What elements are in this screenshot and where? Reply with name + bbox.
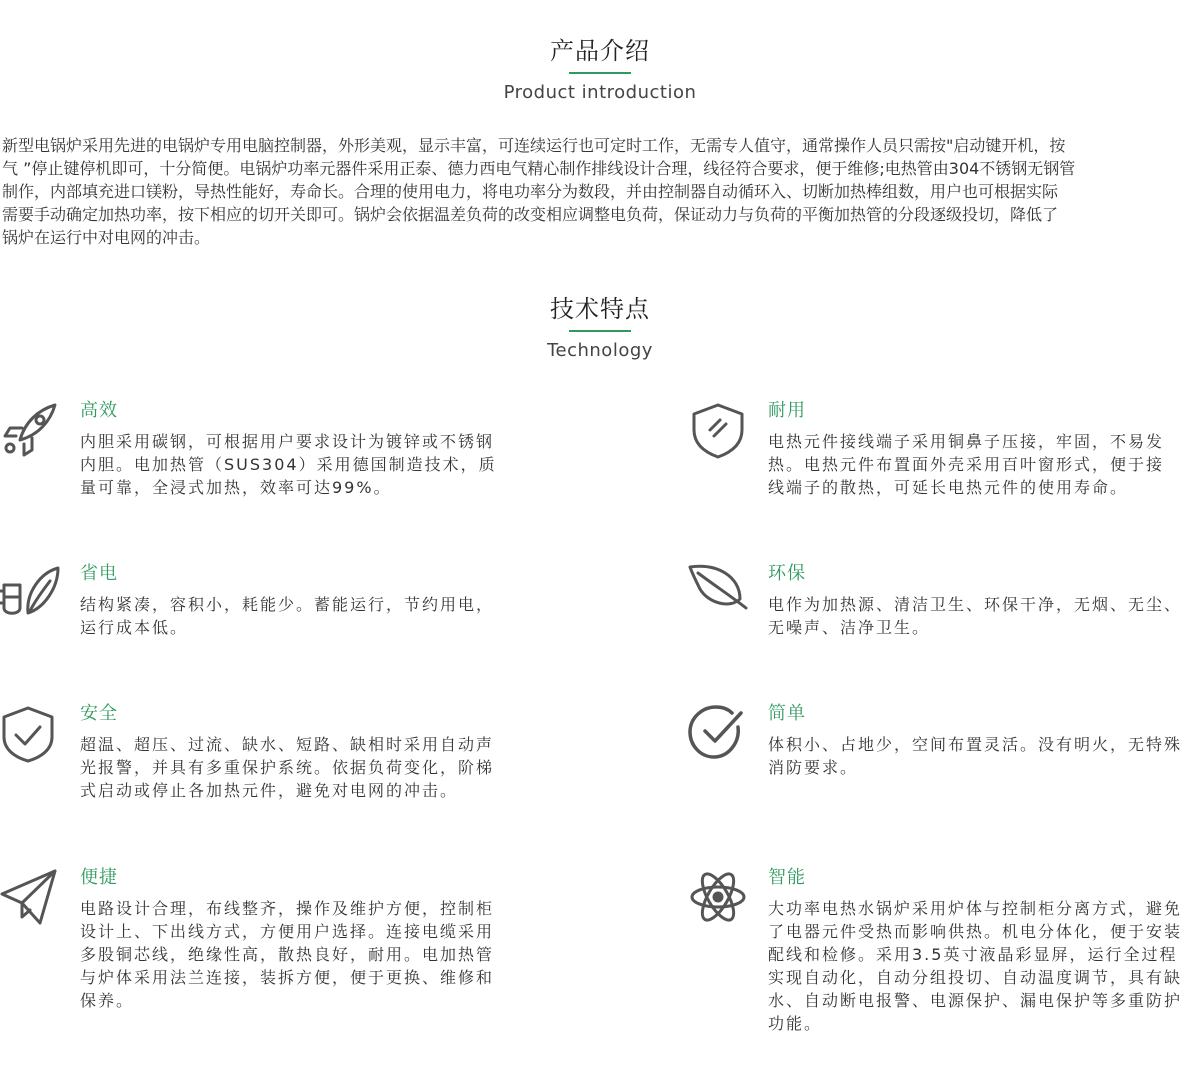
feature-title: 省电	[80, 563, 118, 584]
feature-description: 结构紧凑，容积小，耗能少。蓄能运行，节约用电， 运行成本低。	[80, 595, 495, 637]
product-subtitle: Product introduction	[503, 82, 697, 103]
feature-title: 高效	[80, 400, 118, 421]
shield-icon	[688, 400, 748, 460]
leaf-icon	[688, 563, 748, 623]
feature-description: 超温、超压、过流、缺水、短路、缺相时采用自动声 光报警，并具有多重保护系统。依据负荷变化，阶梯 式启动或停止各加热元件，避免对电网的冲击。	[80, 735, 495, 800]
feature-title: 便捷	[80, 867, 118, 888]
shield-check-icon	[0, 703, 60, 763]
technology-title-underline	[569, 330, 631, 332]
check-circle-icon	[688, 703, 748, 763]
plug-leaf-icon	[0, 563, 60, 623]
feature-description: 大功率电热水锅炉采用炉体与控制柜分离方式，避免 了电器元件受热而影响供热。机电分体化，便于安装 配线和检修。采用3.5英寸液晶彩显屏，运行全过程 实现自动化，自动分组投切、自动温度调节，具有缺 水、自动断电报警、电源保护、漏电保护等多重防护 功能。	[768, 899, 1183, 1033]
rocket-icon	[0, 400, 60, 460]
feature-title: 耐用	[768, 400, 806, 421]
feature-description: 电热元件接线端子采用铜鼻子压接，牢固，不易发 热。电热元件布置面外壳采用百叶窗形式，便于接 线端子的散热，可延长电热元件的使用寿命。	[768, 432, 1165, 497]
product-title-underline	[569, 72, 631, 74]
feature-title: 安全	[80, 703, 118, 724]
feature-title: 简单	[768, 703, 806, 724]
feature-title: 环保	[768, 563, 806, 584]
feature-title: 智能	[768, 867, 806, 888]
technology-title: 技术特点	[550, 295, 650, 323]
technology-subtitle: Technology	[547, 340, 653, 361]
feature-description: 电路设计合理，布线整齐，操作及维护方便，控制柜 设计上、下出线方式，方便用户选择。连接电缆采用 多股铜芯线，绝缘性高，散热良好，耐用。电加热管 与炉体采用法兰连接，装拆方便，便于更换、维修和 保养。	[80, 899, 495, 1010]
feature-description: 内胆采用碳钢，可根据用户要求设计为镀锌或不锈钢 内胆。电加热管（SUS304）采用德国制造技术，质 量可靠，全浸式加热，效率可达99%。	[80, 432, 497, 497]
feature-description: 电作为加热源、清洁卫生、环保干净，无烟、无尘、 无噪声、洁净卫生。	[768, 595, 1183, 637]
feature-description: 体积小、占地少，空间布置灵活。没有明火，无特殊 消防要求。	[768, 735, 1183, 777]
technology-section-header	[0, 294, 1200, 362]
atom-icon	[688, 867, 748, 927]
product-section-header	[0, 36, 1200, 104]
paper-plane-icon	[0, 867, 60, 927]
product-title: 产品介绍	[550, 37, 650, 65]
product-description: 新型电锅炉采用先进的电锅炉专用电脑控制器，外形美观，显示丰富，可连续运行也可定时工作，无需专人值守，通常操作人员只需按"启动键开机，按 气 ”停止键停机即可，十分简便。电锅炉功率元器件采用正泰、德力西电气精心制作排线设计合理，线径符合要求，便于维修;电热管由304不锈钢无钢管 制作，内部填充进口镁粉，导热性能好，寿命长。合理的使用电力，将电功率分为数段，并由控制器自动循环入、切断加热棒组数，用户也可根据实际 需要手动确定加热功率，按下相应的切开关即可。锅炉会依据温差负荷的改变相应调整电负荷，保证动力与负荷的平衡加热管的分段逐级投切，降低了 锅炉在运行中对电网的冲击。	[2, 136, 1076, 247]
